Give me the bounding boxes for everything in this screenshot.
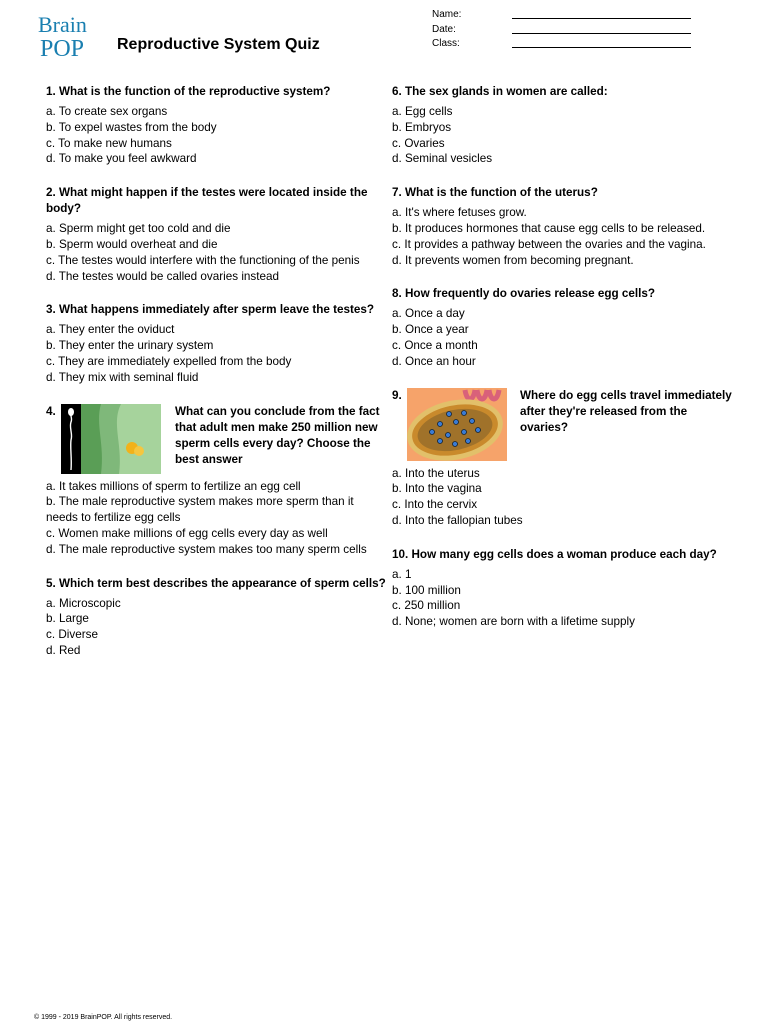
question-text: What can you conclude from the fact that adult men make 250 million new sperm cells every day? Choose the best answer	[175, 404, 380, 466]
question-8	[392, 286, 732, 369]
student-info	[432, 9, 694, 53]
question-text: 8. How frequently do ovaries release egg cells?	[392, 287, 656, 301]
question-text: 2. What might happen if the testes were located inside the body?	[46, 186, 368, 216]
option-d: d. Into the fallopian tubes	[392, 513, 523, 527]
question-number: 9.	[392, 388, 402, 402]
option-d: d. Seminal vesicles	[392, 152, 493, 166]
option-a: a. It takes millions of sperm to fertilize an egg cell	[46, 479, 301, 493]
option-b: b. Embryos	[392, 120, 452, 134]
option-a: a. Once a day	[392, 307, 465, 321]
date-line[interactable]	[512, 33, 691, 34]
question-header	[46, 404, 386, 474]
option-d: d. The testes would be called ovaries instead	[46, 269, 280, 283]
option-c: c. Into the cervix	[392, 498, 478, 512]
question-4	[46, 404, 386, 558]
option-b: b. 100 million	[392, 583, 461, 597]
date-row	[432, 24, 694, 39]
question-2	[46, 185, 386, 284]
option-a: a. To create sex organs	[46, 105, 168, 118]
name-row	[432, 9, 694, 24]
option-b: b. They enter the urinary system	[46, 339, 214, 353]
option-c: c. They are immediately expelled from the body	[46, 354, 292, 368]
question-text: 3. What happens immediately after sperm leave the testes?	[46, 303, 375, 317]
option-d: d. None; women are born with a lifetime supply	[392, 615, 635, 629]
option-b: b. Large	[46, 612, 89, 626]
question-10	[392, 547, 732, 630]
brainpop-logo	[34, 10, 100, 66]
option-b: b. It produces hormones that cause egg cells to be released.	[392, 221, 706, 235]
sperm-illustration	[61, 404, 161, 474]
option-a: a. 1	[392, 567, 412, 581]
option-b: b. To expel wastes from the body	[46, 120, 217, 134]
option-a: a. Egg cells	[392, 105, 453, 118]
option-a: a. Into the uterus	[392, 466, 480, 480]
name-line[interactable]	[512, 18, 691, 19]
option-c: c. Women make millions of egg cells every day as well	[46, 526, 328, 540]
option-c: c. Diverse	[46, 628, 98, 642]
option-b: b. Sperm would overheat and die	[46, 237, 218, 251]
option-b: b. Once a year	[392, 323, 469, 337]
option-c: c. 250 million	[392, 599, 461, 613]
question-6	[392, 84, 732, 167]
option-d: d. Red	[46, 643, 81, 657]
question-3	[46, 302, 386, 385]
class-line[interactable]	[512, 47, 691, 48]
question-1	[46, 84, 386, 167]
question-text: 1. What is the function of the reproductive system?	[46, 85, 331, 98]
question-5	[46, 576, 386, 659]
logo-text-bottom: POP	[40, 36, 85, 62]
question-7	[392, 185, 732, 268]
option-a: a. Microscopic	[46, 596, 121, 610]
logo-text-top: Brain	[38, 12, 87, 37]
option-c: c. It provides a pathway between the ovaries and the vagina.	[392, 237, 706, 251]
option-c: c. Ovaries	[392, 136, 445, 150]
question-text: 7. What is the function of the uterus?	[392, 186, 598, 200]
question-header	[392, 388, 732, 461]
class-row	[432, 38, 694, 53]
option-a: a. They enter the oviduct	[46, 323, 175, 337]
left-column	[46, 84, 386, 677]
option-d: d. Once an hour	[392, 354, 476, 368]
option-a: a. Sperm might get too cold and die	[46, 222, 231, 236]
class-label: Class:	[432, 38, 460, 49]
question-number: 4.	[46, 404, 56, 418]
copyright: © 1999 - 2019 BrainPOP. All rights reserved.	[34, 1014, 173, 1021]
option-d: d. The male reproductive system makes too many sperm cells	[46, 542, 367, 556]
option-c: c. The testes would interfere with the functioning of the penis	[46, 253, 360, 267]
question-text: 10. How many egg cells does a woman produce each day?	[392, 547, 717, 561]
question-text: Where do egg cells travel immediately after they're released from the ovaries?	[520, 388, 732, 434]
option-b: b. The male reproductive system makes more sperm than it needs to fertilize egg cells	[46, 495, 354, 525]
question-text: 5. Which term best describes the appearance of sperm cells?	[46, 576, 386, 590]
option-c: c. Once a month	[392, 338, 478, 352]
option-d: d. They mix with seminal fluid	[46, 370, 199, 384]
right-column	[392, 84, 732, 648]
ovary-illustration	[407, 388, 507, 461]
name-label: Name:	[432, 9, 462, 20]
option-c: c. To make new humans	[46, 136, 172, 150]
option-d: d. It prevents women from becoming pregnant.	[392, 253, 634, 267]
option-d: d. To make you feel awkward	[46, 152, 197, 166]
option-b: b. Into the vagina	[392, 482, 482, 496]
question-9	[392, 388, 732, 529]
option-a: a. It's where fetuses grow.	[392, 206, 527, 220]
quiz-title: Reproductive System Quiz	[117, 36, 320, 53]
date-label: Date:	[432, 23, 456, 35]
question-text: 6. The sex glands in women are called:	[392, 85, 608, 98]
